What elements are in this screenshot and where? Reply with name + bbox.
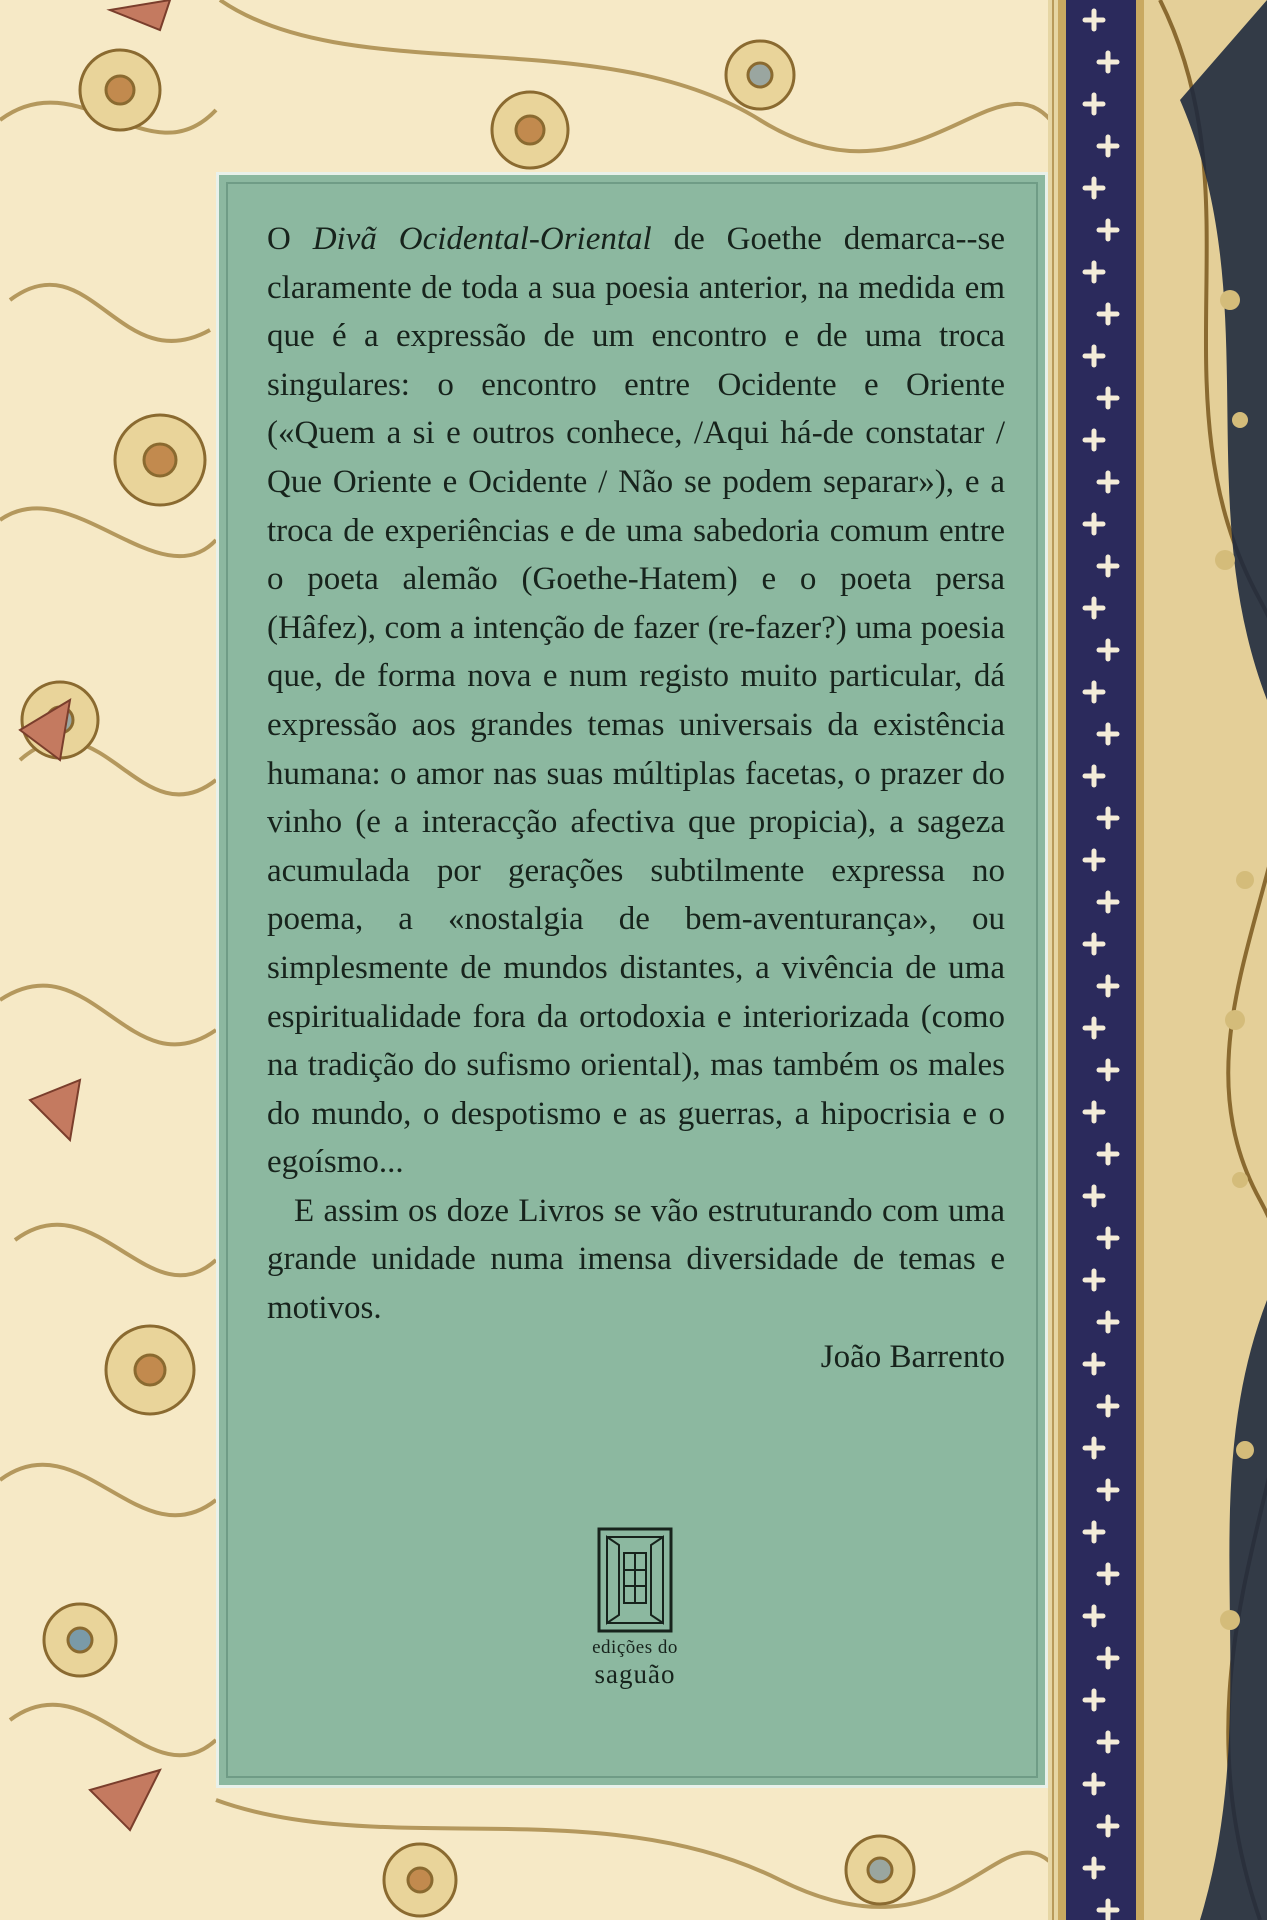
text-panel — [216, 172, 1048, 1788]
paragraph-1-body: de Goethe demarca--se claramente de toda a sua poesia anterior, na medida em que é a expressão de um encontro e de uma troca singulares: o encontro entre Ocidente e Oriente («Quem a si e outros conhece, /Aqui há-de constatar / Que Oriente e Ocidente / Não se podem separar»), e a troca de experiências e de uma sabedoria comum entre o poeta alemão (Goethe-Hatem) e o poeta persa (Hâfez), com a intenção de fazer (re-fazer?) uma poesia que, de forma nova e num registo muito particular, dá expressão aos grandes temas universais da existência humana: o amor nas suas múltiplas facetas, o prazer do vinho (e a interacção afectiva que propicia), a sageza acumulada por gerações subtilmente expressa no poema, a «nostalgia de bem-aventurança», ou simplesmente de mundos distantes, a vivência de uma espiritualidade fora da ortodoxia e interiorizada (como na tradição do sufismo oriental), mas também os males do mundo, o despotismo e as guerras, a hipocrisia e o egoísmo... — [267, 221, 1006, 1181]
decorative-border-band — [1058, 0, 1144, 1920]
back-cover-text — [267, 215, 1005, 1381]
publisher-logo — [579, 1527, 691, 1689]
author-signature: João Barrento — [820, 1338, 1005, 1375]
paragraph-1 — [267, 215, 1005, 1187]
paragraph-1-prefix: O — [267, 221, 313, 257]
paragraph-2: E assim os doze Livros se vão estruturando com uma grande unidade numa imensa diversidade de temas e motivos. — [267, 1192, 1005, 1327]
cross-pattern-icon — [1066, 0, 1136, 1920]
publisher-name-line1: edições do — [592, 1637, 678, 1658]
publisher-name-line2: saguão — [594, 1659, 676, 1689]
book-title: Divã Ocidental-Oriental — [312, 221, 652, 257]
window-icon — [597, 1527, 673, 1633]
